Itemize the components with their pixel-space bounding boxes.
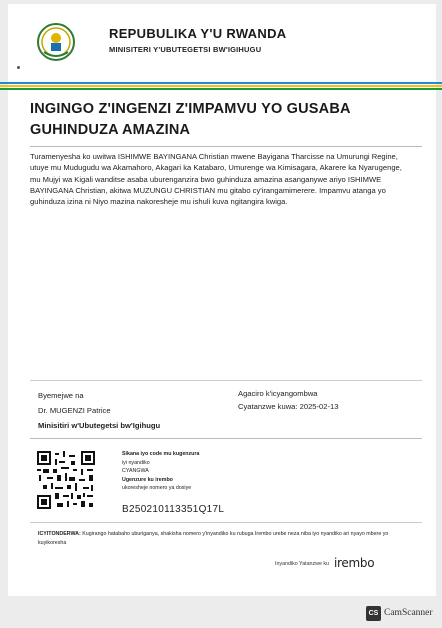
scan-instruction: Sikana iyo code mu kugenzura [122,451,200,457]
ministry-subtitle: MINISITERI Y'UBUTEGETSI BW'IGIHUGU [109,45,262,54]
issue-date: Cyatanzwe kuwa: 2025-02-13 [238,402,339,411]
or-label: CYANGWA [122,468,149,475]
republic-title: REPUBULIKA Y'U RWANDA [109,26,287,41]
document-body: Turamenyesha ko uwitwa ISHIMWE BAYINGANA Christian mwene Bayigana Tharcisse na Umurungi Regine, utuye mu Mudugudu wa Akamahoro, Akagari ka Katabaro, Umurenge wa Kimisagara, Akarere ka Nyarugenge, mu Mujyi wa Kigali wanditse asaba uburenganzira bwo guhinduza amazina asanganywe ariyo ISHIMWE BAYINGANA Christian, akitwa MUZUNGU CHRISTIAN mu gitabo cy'irangamimerere. Impamvu atanga yo guhinduza izina ni Niyo mazina nakoresheje mu ishuli kuva ngitangira kwiga. [30,152,402,207]
camscanner-logo-icon: CS [366,606,381,621]
verification-divider [30,438,422,439]
notice-text: Kugirango hatabaho uburiganya, shakisha nomero y'inyandiko ku rubuga Irembo urebe neza niba iyo nyandiko ari nyayo mbere yo kuyikoresha [38,531,389,546]
signer-ministry: Minisitiri w'Ubutegetsi bw'Igihugu [38,421,161,430]
flag-bar-green [0,88,442,90]
verification-instructions [122,450,199,493]
title-divider [30,146,422,147]
signature-divider [30,380,422,381]
file-number-label: ukoresheje nomero ya dosiye [122,485,192,492]
irembo-logo: irembo [334,556,375,570]
warning-notice [38,530,408,548]
verify-on-irembo-label: Ugenzure ku irembo [122,476,173,483]
signed-by-label: Byemejwe na [38,391,84,400]
signer-name: Dr. MUGENZI Patrice [38,406,111,415]
qr-code-icon[interactable] [37,451,95,509]
file-reference-number: B250210113351Q17L [122,504,225,515]
document-label: iyi nyandiko [122,459,150,466]
validity-label: Agaciro k'icyangombwa [238,389,318,398]
scan-mark [17,66,20,69]
issued-by-label: Inyandiko Yatanzwe ku [275,561,329,567]
notice-divider [30,522,422,523]
notice-label: ICYITONDERWA: [38,531,81,537]
document-title: INGINGO Z'INGENZI Z'IMPAMVU YO GUSABA GUHINDUZA AMAZINA [30,101,351,138]
flag-bar-blue [0,82,442,84]
camscanner-watermark: CamScanner [384,608,433,618]
rwanda-coat-of-arms-icon [36,22,76,62]
flag-bar-yellow [0,85,442,87]
flag-color-bars [0,82,442,92]
